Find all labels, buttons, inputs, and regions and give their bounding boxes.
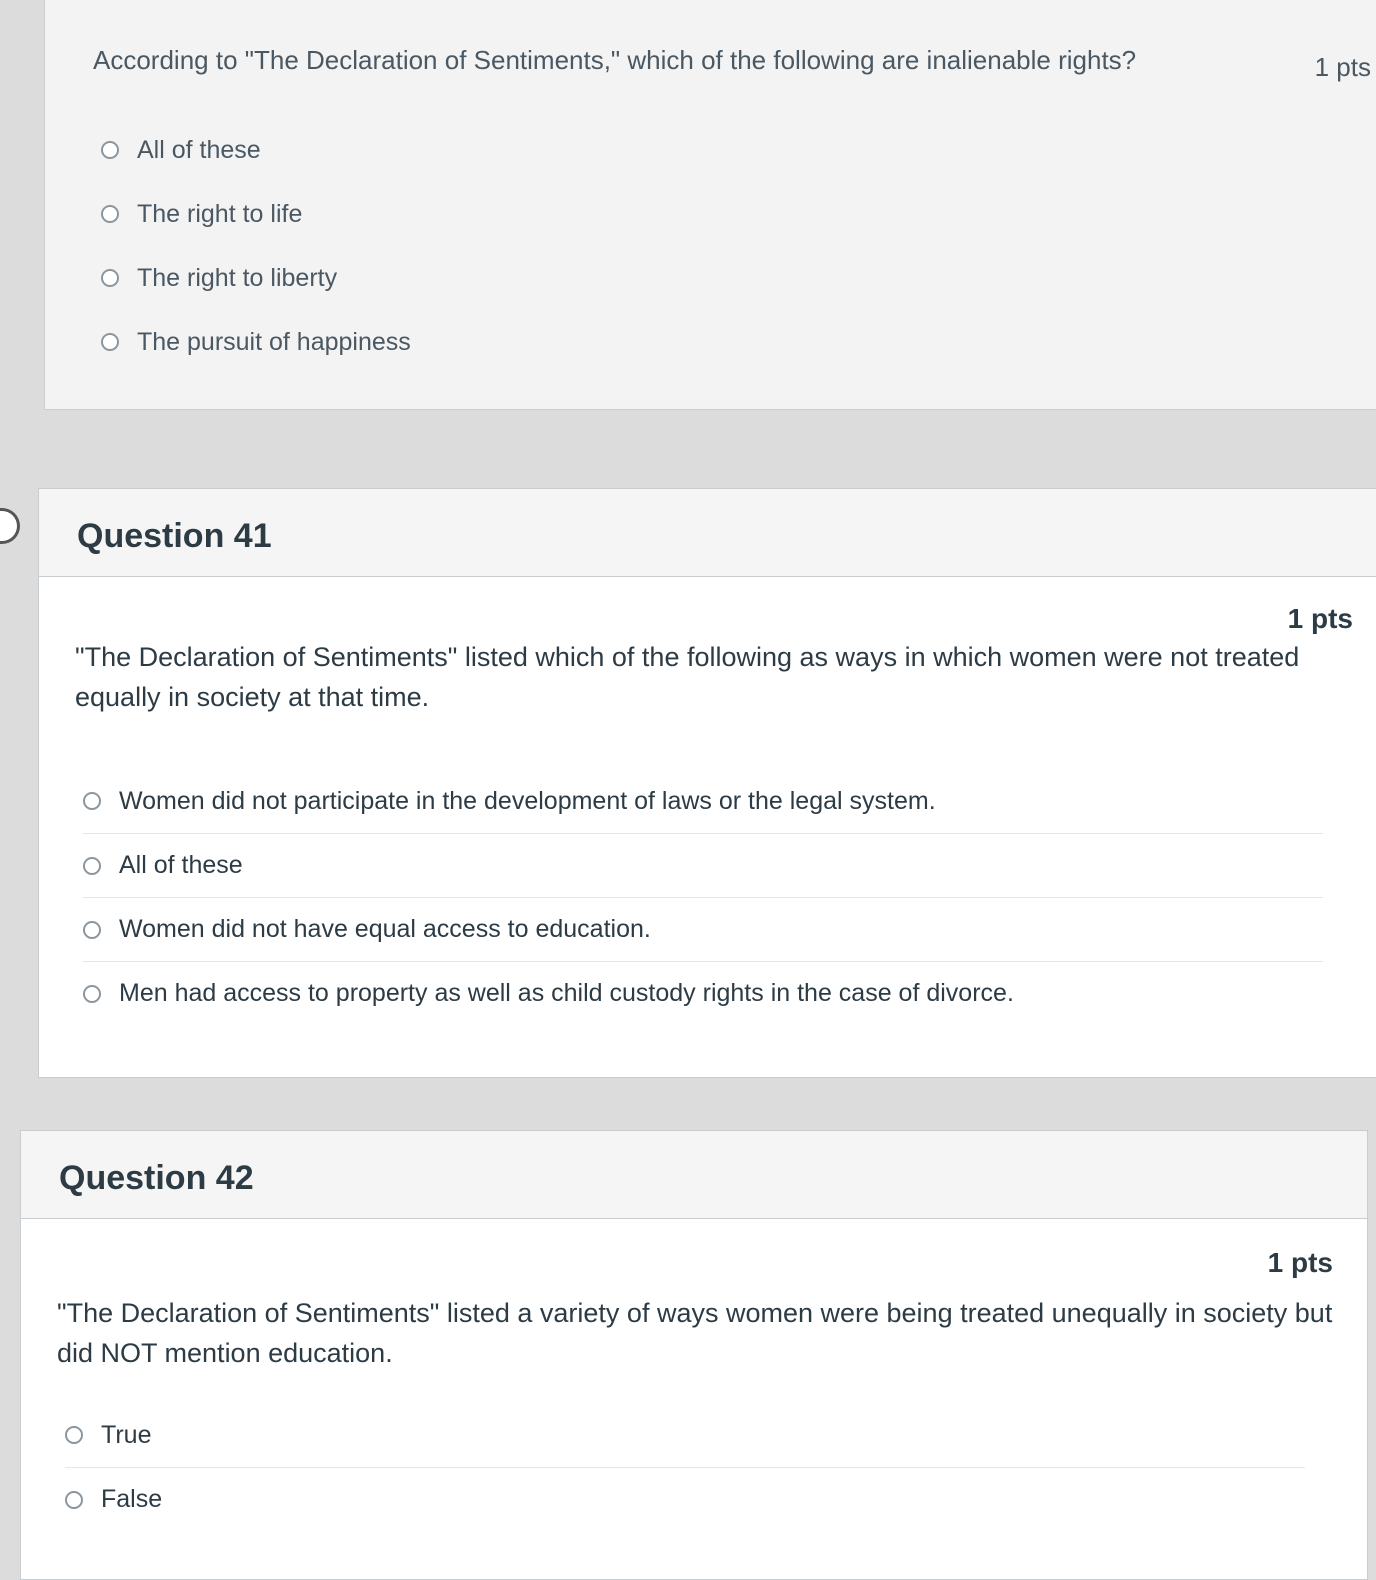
answer-option[interactable]	[101, 310, 1301, 374]
question-header	[39, 489, 1376, 577]
answer-option[interactable]	[83, 833, 1323, 897]
answer-option[interactable]	[83, 961, 1323, 1025]
answer-label: The right to liberty	[137, 263, 338, 292]
question-text: According to "The Declaration of Sentiments," which of the following are inalienable rights?	[93, 45, 1137, 75]
answer-label: False	[101, 1485, 163, 1513]
answer-label: The pursuit of happiness	[137, 327, 411, 356]
radio-button[interactable]	[101, 141, 119, 159]
answer-option[interactable]	[83, 897, 1323, 961]
question-title: Question 41	[77, 517, 272, 555]
radio-button[interactable]	[83, 921, 101, 939]
radio-button[interactable]	[101, 269, 119, 287]
question-42-card	[20, 1130, 1368, 1580]
answer-label: Women did not participate in the development of laws or the legal system.	[119, 786, 936, 815]
question-text: "The Declaration of Sentiments" listed a variety of ways women were being treated unequally in society but did NOT mention education.	[57, 1298, 1333, 1368]
question-points: 1 pts	[1287, 603, 1353, 634]
question-title: Question 42	[59, 1159, 254, 1197]
answer-option[interactable]	[65, 1467, 1305, 1531]
answer-list	[65, 1403, 1305, 1531]
question-text: "The Declaration of Sentiments" listed which of the following as ways in which women were not treated equally in society at that time.	[75, 642, 1300, 712]
radio-button[interactable]	[83, 857, 101, 875]
radio-button[interactable]	[101, 333, 119, 351]
answer-option[interactable]	[101, 118, 1301, 182]
radio-button[interactable]	[83, 985, 101, 1003]
answer-label: All of these	[137, 135, 261, 164]
answer-list	[101, 118, 1301, 374]
answer-option[interactable]	[101, 182, 1301, 246]
answer-label: True	[101, 1420, 152, 1449]
question-40-card	[44, 0, 1376, 410]
answer-option[interactable]	[101, 246, 1301, 310]
answer-label: The right to life	[137, 199, 303, 228]
radio-button[interactable]	[65, 1491, 83, 1509]
question-points: 1 pts	[1314, 52, 1371, 82]
radio-button[interactable]	[83, 792, 101, 810]
answer-label: Men had access to property as well as child custody rights in the case of divorce.	[119, 979, 1014, 1007]
question-41-card	[38, 488, 1376, 1078]
question-header	[21, 1131, 1367, 1219]
answer-option[interactable]	[65, 1403, 1305, 1467]
radio-button[interactable]	[101, 205, 119, 223]
answer-label: Women did not have equal access to education.	[119, 915, 651, 943]
answer-list	[83, 769, 1323, 1025]
answer-option[interactable]	[83, 769, 1323, 833]
answer-label: All of these	[119, 851, 243, 879]
radio-button[interactable]	[65, 1426, 83, 1444]
question-points: 1 pts	[1267, 1247, 1333, 1278]
flag-question-icon[interactable]	[0, 508, 20, 544]
